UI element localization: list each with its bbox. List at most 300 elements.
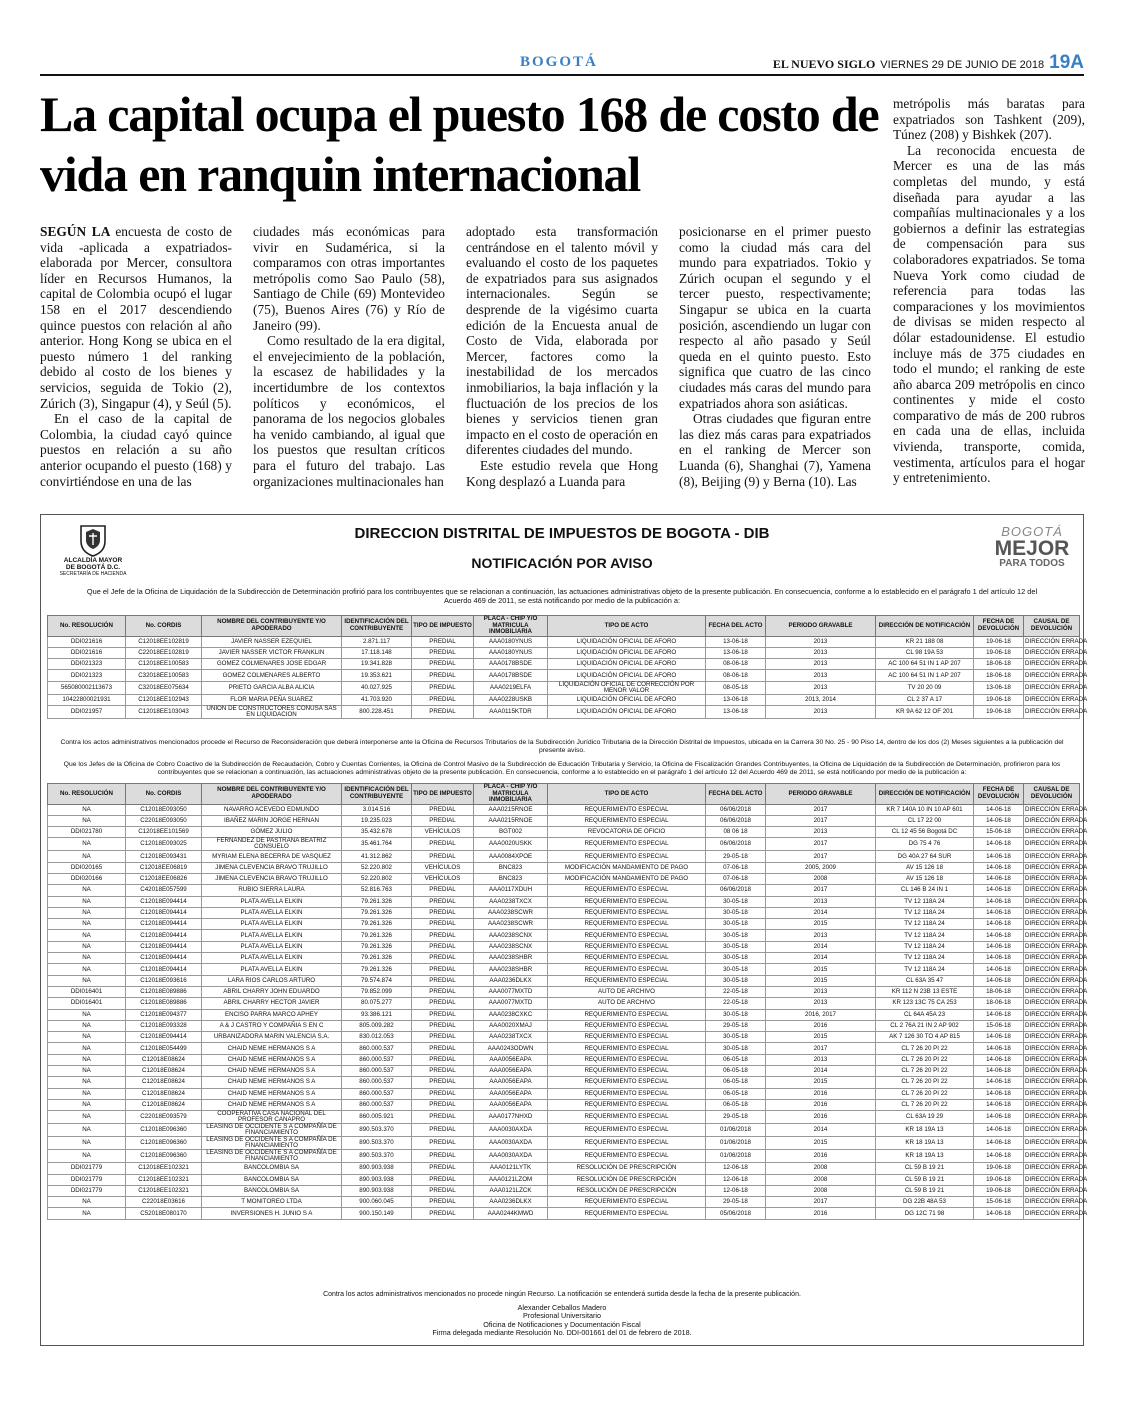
table-cell: ABRIL CHARRY HECTOR JAVIER [202,998,342,1009]
table-cell: DDI021323 [48,670,126,681]
table-cell: 29-05-18 [706,1111,766,1124]
table-cell: 14-06-18 [974,930,1024,941]
column-header: TIPO DE ACTO [548,784,706,805]
table-cell: DIRECCIÓN ERRADA [1024,975,1080,986]
table-cell: AAA0056EAPA [474,1099,548,1110]
table-cell: 79.261.326 [342,964,412,975]
table-cell: REQUERIMIENTO ESPECIAL [548,804,706,815]
table-cell: DIRECCIÓN ERRADA [1024,1043,1080,1054]
table-cell: AAA0238SCNX [474,941,548,952]
table-cell: CL 59 B 19 21 [876,1185,974,1196]
table-cell: 79.261.326 [342,907,412,918]
table-cell: PREDIAL [412,838,474,851]
table-cell: 860.000.537 [342,1066,412,1077]
table-cell: LARA RIOS CARLOS ARTURO [202,975,342,986]
table-cell: AAA0177NHXD [474,1111,548,1124]
table-cell: C12018E094414 [126,896,202,907]
table-cell: REQUERIMIENTO ESPECIAL [548,1032,706,1043]
table-cell: 79.574.874 [342,975,412,986]
signer-office: Oficina de Notificaciones y Documentación Fiscal [483,1319,641,1329]
table-cell: DDI020165 [48,862,126,873]
table-cell: PREDIAL [412,1150,474,1163]
table-cell: REQUERIMIENTO ESPECIAL [548,919,706,930]
table-cell: 05/06/2018 [706,1208,766,1219]
table-cell: CL 7 26 20 PI 22 [876,1099,974,1110]
table-header-row [48,616,1080,637]
table-cell: AAA0030AXDA [474,1124,548,1137]
column-header: FECHA DE DEVOLUCIÓN [974,616,1024,637]
table-row [48,1020,1080,1031]
table-cell: CHAID NEME HERMANOS S A [202,1066,342,1077]
table-cell: C12018E096360 [126,1150,202,1163]
logo-mejor: MEJOR [994,537,1070,560]
table-cell: DIRECCIÓN ERRADA [1024,647,1080,658]
table-cell: DDI021780 [48,827,126,838]
table-cell: AAA0180YNUS [474,647,548,658]
table-cell: C12018E094377 [126,1009,202,1020]
table-cell: CL 59 B 19 21 [876,1174,974,1185]
table-cell: 18-06-18 [974,986,1024,997]
table-cell: 08-06-18 [706,670,766,681]
table-cell: CHAID NEME HERMANOS S A [202,1088,342,1099]
table-cell: PLATA AVELLA ELKIN [202,964,342,975]
table-cell: C12018EE100583 [126,659,202,670]
table-cell: REQUERIMIENTO ESPECIAL [548,885,706,896]
table-cell: C12018E094414 [126,907,202,918]
table-cell: C12018E093050 [126,804,202,815]
table-cell: TV 12 118A 24 [876,953,974,964]
table-cell: AAA0056EAPA [474,1077,548,1088]
table-cell: 2013 [766,1054,876,1065]
table-cell: C12018E08624 [126,1066,202,1077]
table-row [48,907,1080,918]
table-cell: AAA0238SHBR [474,964,548,975]
table-cell: 14-06-18 [974,838,1024,851]
table-cell: C12018E08624 [126,1077,202,1088]
article-paragraph: adoptado esta transformación centrándose en el talento móvil y evaluando el costo de los paquetes de expatriados para sus asignados internacionales. Según se desprende de la vigésimo cuarta edición de la Encuesta anual de Costo de Vida, elaborada por Mercer, factores como la inestabilidad de los mercados inmobiliarios, la baja inflación y la fluctuación de los precios de los bienes y servicios tienen gran impacto en el costo de operación en diferentes ciudades del mundo. [466,224,658,458]
table-cell: CL 7 26 20 PI 22 [876,1054,974,1065]
table-cell: 41.703.920 [342,694,412,705]
table-cell: C12018E08624 [126,1099,202,1110]
table-cell: NA [48,1054,126,1065]
table-cell: 14-06-18 [974,1137,1024,1150]
logo-line-3: SECRETARÍA DE HACIENDA [59,571,127,577]
table-cell: 890.503.370 [342,1124,412,1137]
table-cell: DIRECCIÓN ERRADA [1024,838,1080,851]
table-cell: AAA0056EAPA [474,1088,548,1099]
table-cell: PREDIAL [412,851,474,862]
table-cell: 01/06/2018 [706,1124,766,1137]
table-cell: 2013 [766,986,876,997]
table-cell: GÓMEZ JULIO [202,827,342,838]
table-cell: C12018EE101569 [126,827,202,838]
table-cell: 830.012.053 [342,1032,412,1043]
table-cell: AAA0238SHBR [474,953,548,964]
table-cell: C12018EE103043 [126,705,202,718]
table-cell: DDI021616 [48,636,126,647]
table-cell: CHAID NEME HERMANOS S A [202,1099,342,1110]
table-cell: 2017 [766,1043,876,1054]
table-cell: LIQUIDACIÓN OFICIAL DE AFORO [548,670,706,681]
table-cell: 07-06-18 [706,862,766,873]
table-row [48,670,1080,681]
table-cell: TV 12 118A 24 [876,919,974,930]
table-cell: DIRECCIÓN ERRADA [1024,636,1080,647]
table-cell: CL 2 37 A 17 [876,694,974,705]
table-cell: 2008 [766,1174,876,1185]
table-cell: NA [48,1020,126,1031]
table-cell: DIRECCIÓN ERRADA [1024,919,1080,930]
table-cell: C12018E094414 [126,964,202,975]
table-cell: DIRECCIÓN ERRADA [1024,1185,1080,1196]
table-cell: 14-06-18 [974,885,1024,896]
table-cell: 30-05-18 [706,953,766,964]
table-cell: 79.261.326 [342,953,412,964]
table-row [48,930,1080,941]
table-row [48,998,1080,1009]
table-cell: NA [48,930,126,941]
table-cell: PREDIAL [412,941,474,952]
table-cell: PREDIAL [412,1088,474,1099]
table-cell: AC 100 64 51 IN 1 AP 207 [876,659,974,670]
table-cell: 10422800021931 [48,694,126,705]
notice-note-1: Contra los actos administrativos mencionados procede el Recurso de Reconsideración que deberá interponerse ante la Oficina de Recursos Tributarios de la Subdirección Jurídico Tributaria de la Dirección Distrital de Impuestos, ubicada en la Carrera 30 No. 25 - 90 Piso 14, dentro de los dos (2) Meses siguientes a la publicación del presente aviso. [60,739,1064,754]
table-cell: REQUERIMIENTO ESPECIAL [548,1054,706,1065]
table-cell: PREDIAL [412,681,474,694]
table-cell: 52.220.802 [342,862,412,873]
table-cell: 14-06-18 [974,1124,1024,1137]
table-cell: 14-06-18 [974,953,1024,964]
table-row [48,919,1080,930]
table-cell: 01/06/2018 [706,1150,766,1163]
table-cell: 52.220.802 [342,873,412,884]
table-cell: 80.075.277 [342,998,412,1009]
table-cell: 14-06-18 [974,919,1024,930]
table-cell: DIRECCIÓN ERRADA [1024,986,1080,997]
table-row [48,964,1080,975]
table-cell: 79.261.326 [342,941,412,952]
article-column-3 [466,224,658,494]
logo-para-todos: PARA TODOS [999,558,1065,569]
table-cell: 2016 [766,1088,876,1099]
table-cell: NA [48,1197,126,1208]
table-cell: C12018E094414 [126,930,202,941]
table-cell: DIRECCIÓN ERRADA [1024,896,1080,907]
table-cell: 06/06/2018 [706,804,766,815]
table-cell: DIRECCIÓN ERRADA [1024,873,1080,884]
table-cell: 2016, 2017 [766,1009,876,1020]
table-cell: 30-05-18 [706,919,766,930]
table-row [48,705,1080,718]
table-row [48,1163,1080,1174]
table-cell: PLATA AVELLA ELKIN [202,953,342,964]
table-cell: BANCOLOMBIA SA [202,1185,342,1196]
table-cell: PREDIAL [412,1099,474,1110]
table-cell: 19-06-18 [974,1163,1024,1174]
table-cell: 2013 [766,998,876,1009]
table-cell: JAVIER NASSER EZEQUIEL [202,636,342,647]
table-cell: 14-06-18 [974,1009,1024,1020]
table-cell: 19.353.621 [342,670,412,681]
table-cell: C22018E093050 [126,815,202,826]
table-cell: REQUERIMIENTO ESPECIAL [548,907,706,918]
column-header: PLACA - CHIP Y/O MATRICULA INMOBILIARIA [474,616,548,637]
signer-role: Profesional Universitario [523,1311,601,1321]
table-cell: NA [48,885,126,896]
table-cell: 18-06-18 [974,659,1024,670]
table-cell: NA [48,1009,126,1020]
table-cell: 12-06-18 [706,1185,766,1196]
table-cell: 2015 [766,919,876,930]
table-cell: 19-06-18 [974,694,1024,705]
column-header: No. CORDIS [126,784,202,805]
table-cell: PREDIAL [412,1163,474,1174]
table-cell: 13-06-18 [706,694,766,705]
table-cell: DIRECCIÓN ERRADA [1024,659,1080,670]
table-cell: REQUERIMIENTO ESPECIAL [548,1137,706,1150]
table-cell: 860.000.537 [342,1088,412,1099]
column-header: PLACA - CHIP Y/O MATRICULA INMOBILIARIA [474,784,548,805]
table-cell: PLATA AVELLA ELKIN [202,907,342,918]
table-cell: DIRECCIÓN ERRADA [1024,862,1080,873]
table-cell: 29-05-18 [706,851,766,862]
table-cell: LIQUIDACIÓN OFICIAL DE AFORO [548,705,706,718]
table-cell: 18-06-18 [974,670,1024,681]
table-cell: 06-05-18 [706,1099,766,1110]
table-cell: 2008 [766,1185,876,1196]
table-cell: NA [48,1150,126,1163]
table-cell: AC 100 64 51 IN 1 AP 207 [876,670,974,681]
table-cell: 12-06-18 [706,1163,766,1174]
table-cell: TV 12 118A 24 [876,896,974,907]
column-header: NOMBRE DEL CONTRIBUYENTE Y/O APODERADO [202,616,342,637]
table-row [48,1066,1080,1077]
table-cell: 2017 [766,851,876,862]
table-cell: PREDIAL [412,1054,474,1065]
table-row [48,1088,1080,1099]
table-cell: CL 7 26 20 PI 22 [876,1066,974,1077]
table-cell: CL 7 26 20 PI 22 [876,1088,974,1099]
table-row [48,1099,1080,1110]
table-cell: REQUERIMIENTO ESPECIAL [548,896,706,907]
table-cell: 860.005.921 [342,1111,412,1124]
table-cell: 2017 [766,838,876,851]
column-header: TIPO DE IMPUESTO [412,784,474,805]
table-cell: 14-06-18 [974,1032,1024,1043]
table-cell: 06/06/2018 [706,838,766,851]
table-cell: NA [48,1208,126,1219]
table-row [48,827,1080,838]
table-cell: REQUERIMIENTO ESPECIAL [548,851,706,862]
table-cell: 2013 [766,659,876,670]
table-cell: AAA0056EAPA [474,1066,548,1077]
column-header: IDENTIFICACIÓN DEL CONTRIBUYENTE [342,616,412,637]
article-paragraph: posicionarse en el primer puesto como la ciudad más cara del mundo para expatriados. Tokio y Zúrich ocupan el segundo y el tercer puesto, respectivamente; Singapur se ubica en la cuarta posición, ascendiendo un lugar con respecto al año pasado y Seúl queda en el quinto puesto. Esto significa que cuatro de las cinco ciudades más caras del mundo para expatriados ahora son asiáticas. [679,224,871,411]
table-cell: 2005, 2009 [766,862,876,873]
table-cell: C12018E089886 [126,986,202,997]
table-cell: AAA0238SCWR [474,919,548,930]
table-row [48,694,1080,705]
table-cell: DDI021779 [48,1185,126,1196]
table-cell: C12018EE102943 [126,694,202,705]
table-cell: 2013 [766,827,876,838]
notice-intro-1: Que el Jefe de la Oficina de Liquidación de la Subdirección de Determinación profirió para los contribuyentes que se relacionan a continuación, las actuaciones administrativas objeto de la presente publicación. En consecuencia, conforme a lo establecido en el parágrafo 1 del artículo 12 del Acuerdo 469 de 2011, se está notificando por medio de la publicación a: [86,587,1038,605]
notice-table-2 [47,783,1088,1220]
table-cell: PREDIAL [412,953,474,964]
table-cell: 2015 [766,964,876,975]
table-cell: RESOLUCIÓN DE PRESCRIPCIÓN [548,1174,706,1185]
table-cell: JIMENA CLEVENCIA BRAVO TRUJILLO [202,873,342,884]
column-header: PERIODO GRAVABLE [766,784,876,805]
table-cell: DIRECCIÓN ERRADA [1024,815,1080,826]
table-cell: AAA0030AXDA [474,1137,548,1150]
article-paragraph: Como resultado de la era digital, el envejecimiento de la población, la escasez de habilidades y la incertidumbre de los contextos políticos y económicos, el panorama de los negocios globales ha venido cambiando, al igual que los puestos que resultan críticos para el futuro del trabajo. Las organizaciones multinacionales han [253,333,445,489]
table-cell: 79.261.326 [342,896,412,907]
table-cell: PREDIAL [412,964,474,975]
table-row [48,885,1080,896]
table-cell: CL 17 22 00 [876,815,974,826]
table-cell: 2013 [766,705,876,718]
page-number: 19A [1049,52,1084,73]
table-cell: 19-06-18 [974,1174,1024,1185]
table-cell: KR 9A 62 12 OF 201 [876,705,974,718]
table-cell: 890.903.938 [342,1185,412,1196]
table-row [48,1043,1080,1054]
table-row [48,838,1080,851]
table-cell: DIRECCIÓN ERRADA [1024,1066,1080,1077]
table-cell: LIQUIDACIÓN OFICIAL DE CORRECCIÓN POR MENOR VALOR [548,681,706,694]
table-cell: 19-06-18 [974,647,1024,658]
table-cell: AAA0117XDUH [474,885,548,896]
column-header: PERIODO GRAVABLE [766,616,876,637]
table-cell: AAA0030AXDA [474,1150,548,1163]
table-cell: C12018EE06826 [126,873,202,884]
table-cell: 13-06-18 [706,647,766,658]
table-cell: 30-05-18 [706,1043,766,1054]
table-cell: 2016 [766,1111,876,1124]
column-header: CAUSAL DE DEVOLUCIÓN [1024,616,1080,637]
table-cell: DIRECCIÓN ERRADA [1024,1032,1080,1043]
table-cell: NA [48,1066,126,1077]
table-cell: 2014 [766,941,876,952]
table-cell: PLATA AVELLA ELKIN [202,919,342,930]
table-cell: 2013 [766,670,876,681]
table-cell: REQUERIMIENTO ESPECIAL [548,1150,706,1163]
table-cell: DDI020166 [48,873,126,884]
table-cell: 2014 [766,953,876,964]
table-cell: 2013, 2014 [766,694,876,705]
headline: La capital ocupa el puesto 168 de costo de vida en ranquin internacional [40,86,879,202]
table-cell: VEHÍCULOS [412,862,474,873]
table-cell: PREDIAL [412,804,474,815]
table-cell: DIRECCIÓN ERRADA [1024,1054,1080,1065]
table-cell: TV 12 118A 24 [876,930,974,941]
table-cell: NA [48,975,126,986]
table-cell: 14-06-18 [974,804,1024,815]
table-cell: 2017 [766,815,876,826]
table-row [48,1111,1080,1124]
table-cell: AAA0115KTDR [474,705,548,718]
table-cell: DIRECCIÓN ERRADA [1024,1163,1080,1174]
table-row [48,953,1080,964]
table-cell: C12018EE102321 [126,1185,202,1196]
table-cell: 2014 [766,1124,876,1137]
table-cell: 30-05-18 [706,1032,766,1043]
table-cell: PREDIAL [412,896,474,907]
table-cell: REQUERIMIENTO ESPECIAL [548,1197,706,1208]
table-cell: CHAID NEME HERMANOS S A [202,1077,342,1088]
table-cell: AAA0121LZCK [474,1185,548,1196]
table-cell: 30-05-18 [706,975,766,986]
table-cell: AUTO DE ARCHIVO [548,998,706,1009]
table-cell: DDI016401 [48,986,126,997]
table-row [48,1174,1080,1185]
table-cell: PLATA AVELLA ELKIN [202,941,342,952]
bogota-mejor-logo [989,525,1075,569]
table-cell: NA [48,1111,126,1124]
table-cell: 565080002113673 [48,681,126,694]
table-cell: TV 20 20 09 [876,681,974,694]
table-cell: 2013 [766,681,876,694]
table-cell: 15-06-18 [974,1197,1024,1208]
table-cell: NA [48,804,126,815]
table-cell: NA [48,1099,126,1110]
table-cell: AAA0219ELFA [474,681,548,694]
table-cell: AAA0084XPOE [474,851,548,862]
column-header: FECHA DEL ACTO [706,616,766,637]
table-cell: 3.014.516 [342,804,412,815]
table-cell: 2013 [766,647,876,658]
table-cell: CHAID NEME HERMANOS S A [202,1043,342,1054]
table-cell: REQUERIMIENTO ESPECIAL [548,838,706,851]
table-cell: REQUERIMIENTO ESPECIAL [548,953,706,964]
table-cell: AAA0238SCWR [474,907,548,918]
table-cell: AK 7 126 30 TO 4 AP 815 [876,1032,974,1043]
table-cell: 06/06/2018 [706,885,766,896]
table-cell: AAA0228USKB [474,694,548,705]
table-cell: 06-05-18 [706,1077,766,1088]
table-cell: BNC823 [474,862,548,873]
table-row [48,1185,1080,1196]
table-cell: PREDIAL [412,636,474,647]
table-cell: AAA0121LZOM [474,1174,548,1185]
table-cell: 890.903.938 [342,1174,412,1185]
table-cell: 2016 [766,1020,876,1031]
table-cell: 2017 [766,1197,876,1208]
table-cell: 18-06-18 [974,998,1024,1009]
table-cell: CHAID NEME HERMANOS S A [202,1054,342,1065]
table-cell: 79.261.326 [342,930,412,941]
table-row [48,986,1080,997]
table-cell: 29-05-18 [706,1197,766,1208]
table-cell: CL 64A 45A 23 [876,1009,974,1020]
table-cell: CL 98 19A 53 [876,647,974,658]
lead-in: SEGÚN LA [40,224,116,239]
table-cell: 2016 [766,1150,876,1163]
table-cell: LIQUIDACIÓN OFICIAL DE AFORO [548,659,706,670]
table-cell: 890.503.370 [342,1150,412,1163]
table-cell: DDI021957 [48,705,126,718]
table-cell: LIQUIDACIÓN OFICIAL DE AFORO [548,647,706,658]
column-header: TIPO DE IMPUESTO [412,616,474,637]
table-cell: REQUERIMIENTO ESPECIAL [548,964,706,975]
table-cell: DIRECCIÓN ERRADA [1024,851,1080,862]
notice-title: DIRECCION DISTRITAL DE IMPUESTOS DE BOGOTA - DIB [354,525,770,542]
table-row [48,681,1080,694]
table-row [48,636,1080,647]
table-cell: 06-05-18 [706,1088,766,1099]
table-row [48,1032,1080,1043]
